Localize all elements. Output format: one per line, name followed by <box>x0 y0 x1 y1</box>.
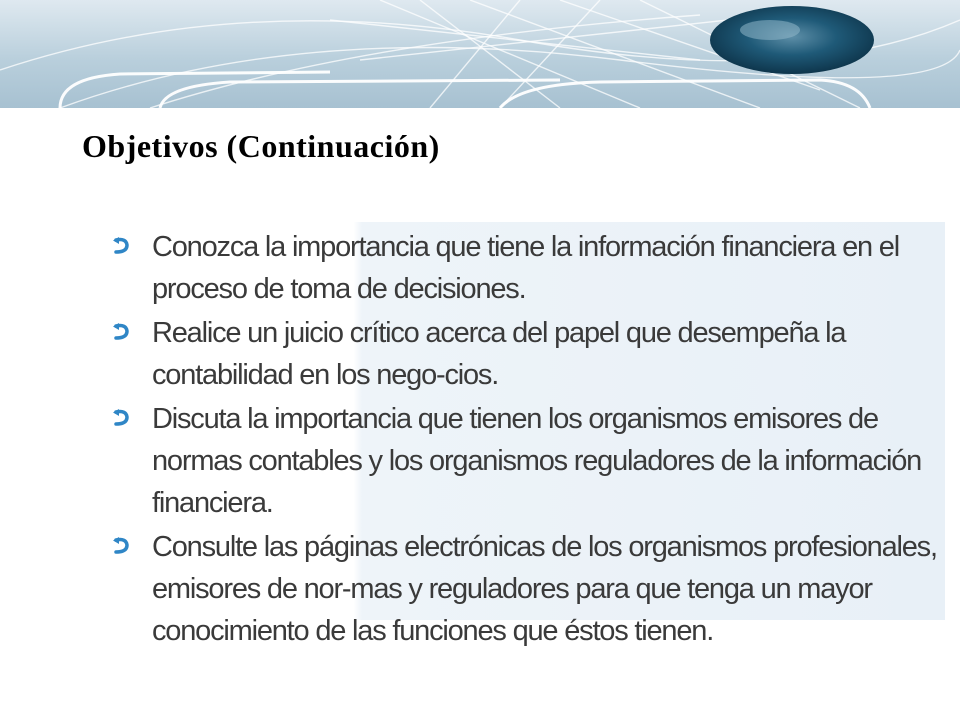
objective-text: Conozca la importancia que tiene la información financiera en el proceso de toma de decisiones. <box>152 231 899 305</box>
objective-text: Discuta la importancia que tienen los organismos emisores de normas contables y los organismos reguladores de la información financiera. <box>152 403 922 519</box>
list-item <box>100 398 945 524</box>
list-item <box>100 226 945 310</box>
list-item <box>100 312 945 396</box>
objectives-list <box>100 226 945 654</box>
curved-arrow-icon <box>110 320 134 344</box>
decorative-lines-graphic <box>0 0 960 108</box>
objective-text: Consulte las páginas electrónicas de los organismos profesionales, emisores de nor-mas y reguladores para que tenga un mayor conocimiento de las funciones que éstos tienen. <box>152 531 937 647</box>
header-banner <box>0 0 960 108</box>
slide-title: Objetivos (Continuación) <box>82 128 440 164</box>
objective-text: Realice un juicio crítico acerca del papel que desempeña la contabilidad en los nego-cios. <box>152 317 846 391</box>
objectives-panel <box>100 222 945 647</box>
curved-arrow-icon <box>110 234 134 258</box>
curved-arrow-icon <box>110 534 134 558</box>
curved-arrow-icon <box>110 406 134 430</box>
list-item <box>100 526 945 652</box>
